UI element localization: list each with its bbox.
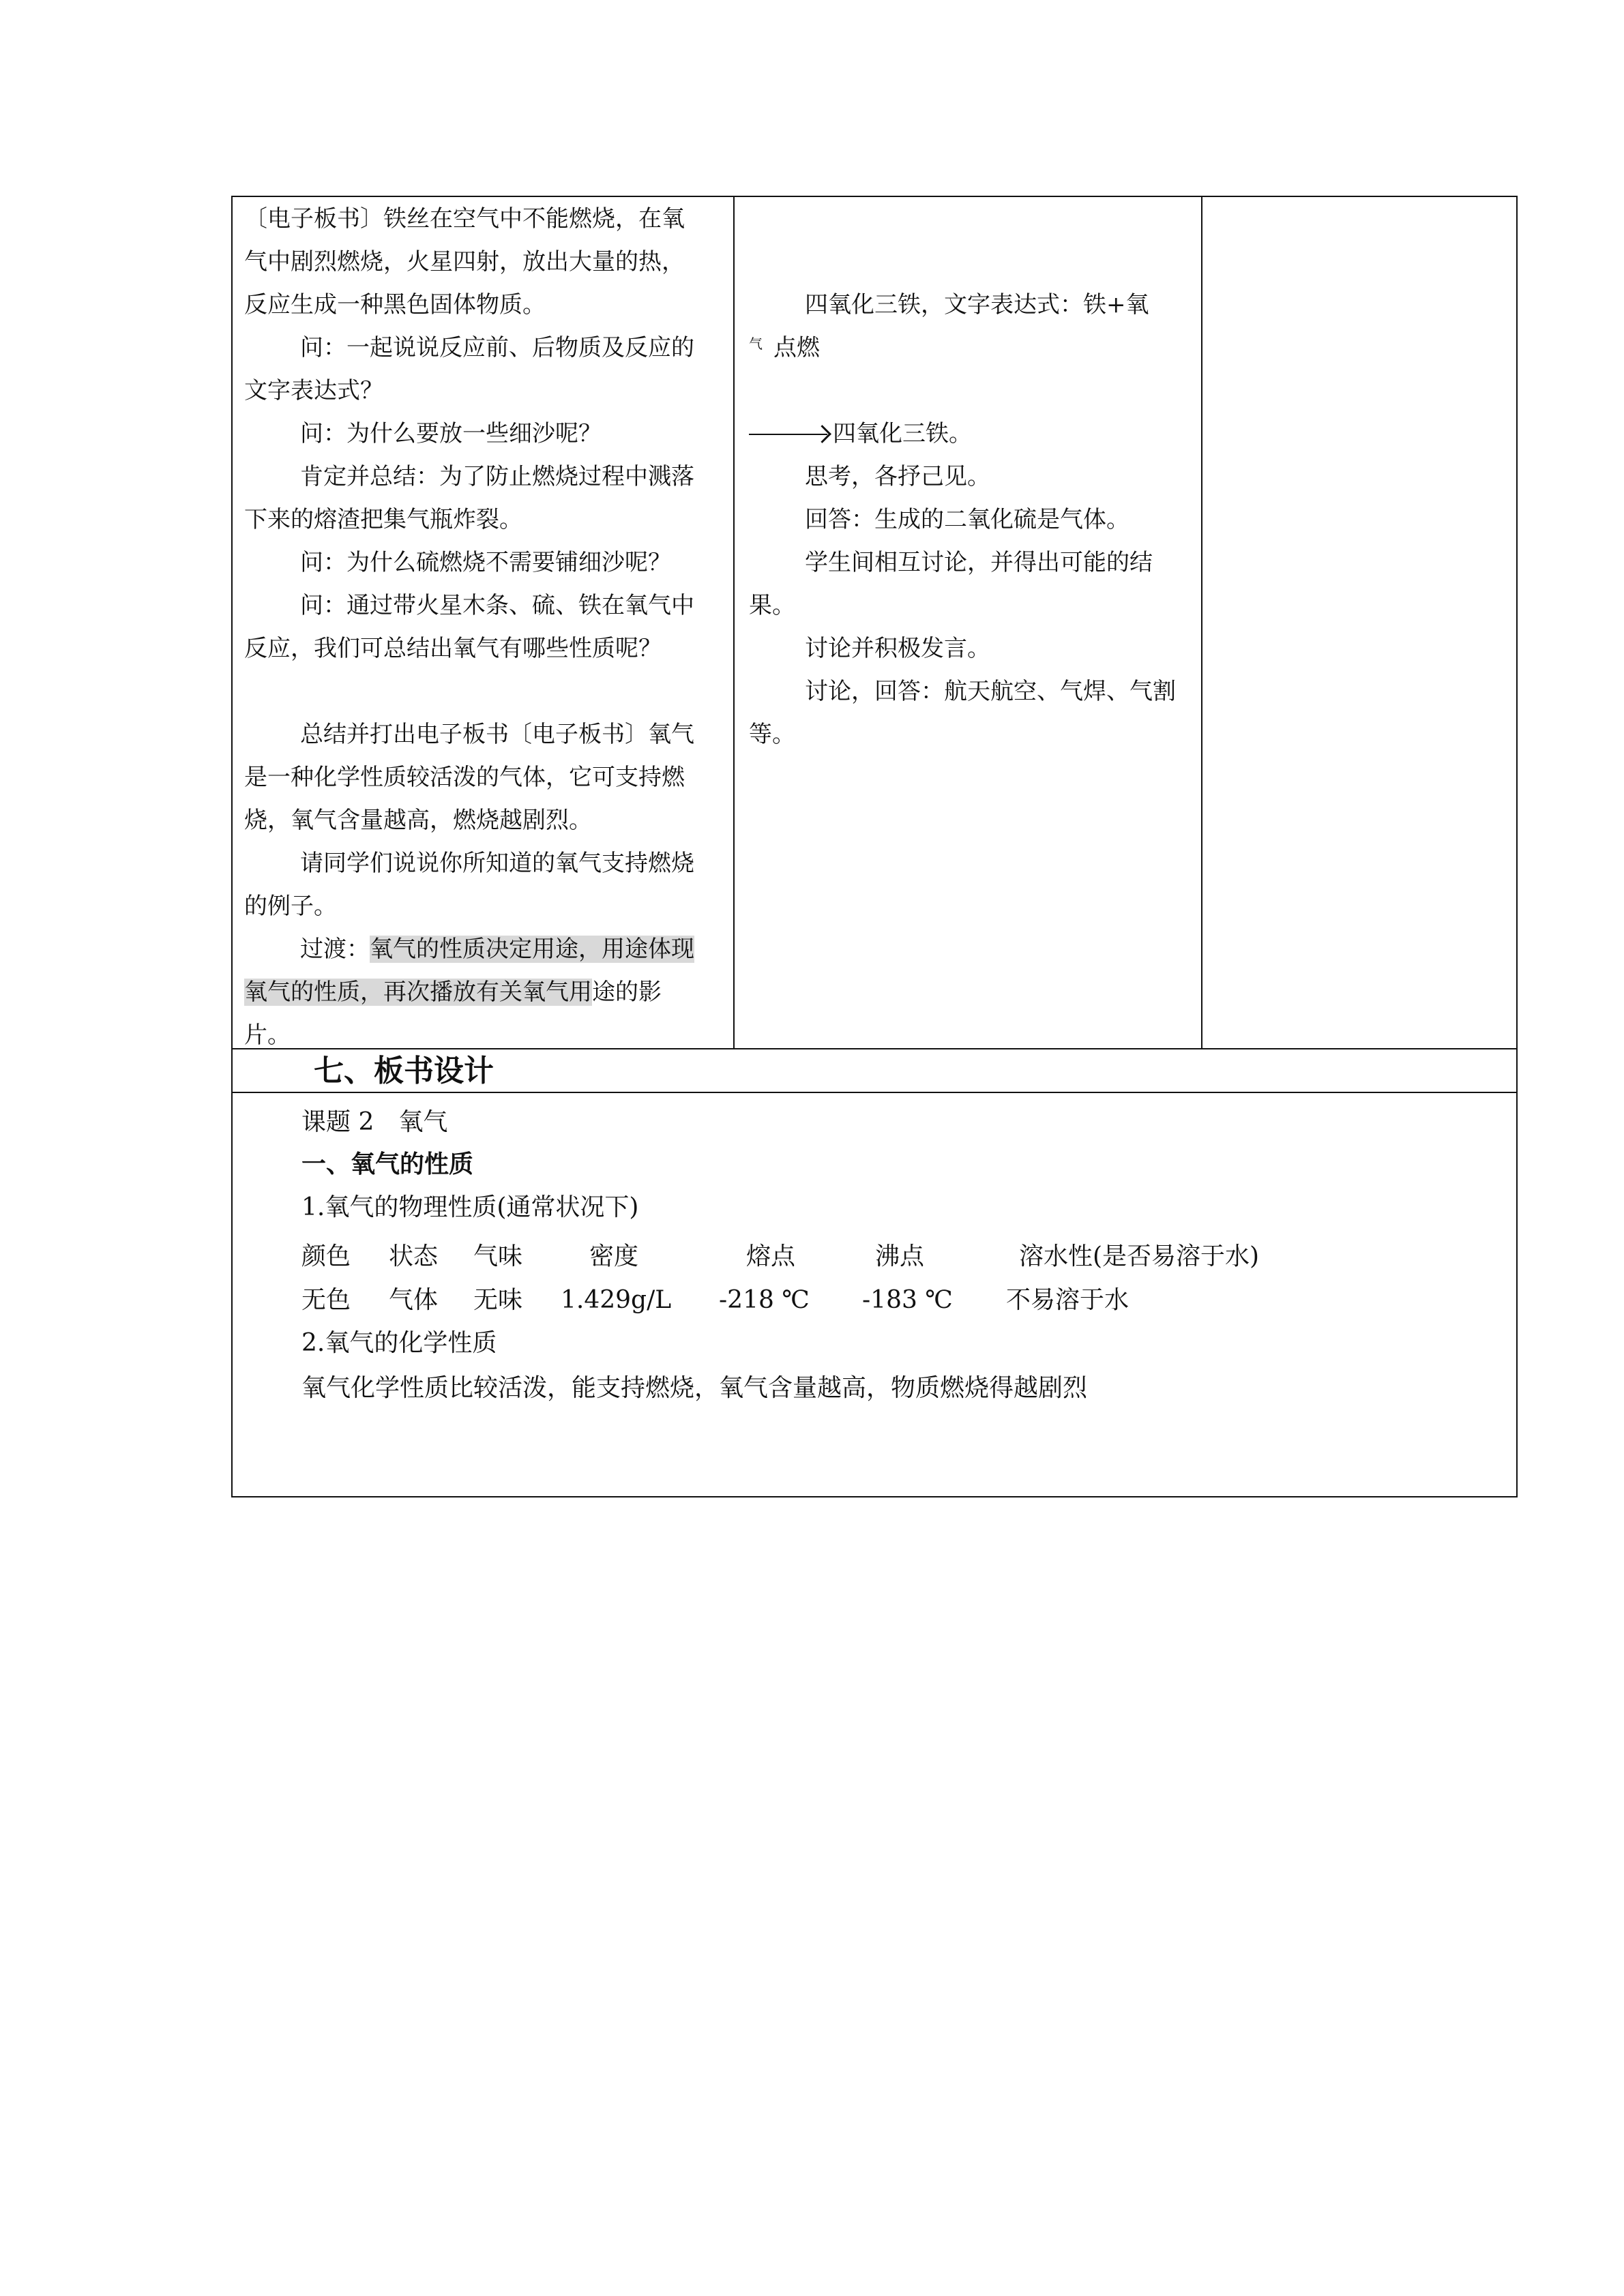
blank-line — [244, 670, 701, 713]
section-title: 七、板书设计 — [314, 1054, 494, 1088]
board-chemical-title: 2.氧气的化学性质 — [301, 1329, 497, 1357]
value-boiling-point: -183 ℃ — [862, 1286, 953, 1314]
equation-line-1: 四氧化三铁，文字表达式：铁+氧 — [805, 291, 1149, 318]
paragraph-transition — [244, 928, 701, 1057]
student-speak: 讨论并积极发言。 — [805, 635, 990, 662]
value-melting-point: -218 ℃ — [719, 1286, 810, 1314]
paragraph-question-expression: 问：一起说说反应前、后物质及反应的文字表达式？ — [244, 334, 694, 404]
student-think: 思考，各抒己见。 — [805, 463, 990, 490]
header-color: 颜色 — [301, 1242, 351, 1270]
reaction-arrow-icon — [749, 434, 827, 435]
student-answer-so2: 回答：生成的二氧化硫是气体。 — [805, 506, 1130, 533]
student-activity-cell — [749, 198, 1180, 756]
paragraph-question-sulfur: 问：为什么硫燃烧不需要铺细沙呢？ — [300, 549, 671, 576]
board-summary: 氧气化学性质比较活泼，能支持燃烧，氧气含量越高，物质燃烧得越剧烈 — [301, 1374, 1088, 1402]
value-odor: 无味 — [473, 1286, 523, 1314]
value-color: 无色 — [301, 1286, 351, 1314]
header-density: 密度 — [589, 1242, 639, 1270]
header-melting-point: 熔点 — [746, 1242, 796, 1270]
header-odor: 气味 — [473, 1242, 523, 1270]
board-topic: 课题 2 氧气 — [301, 1108, 448, 1136]
column-divider-1 — [733, 196, 735, 1049]
header-state: 状态 — [389, 1242, 439, 1270]
value-solubility: 不易溶于水 — [1006, 1286, 1130, 1314]
reaction-condition: 点燃 — [773, 334, 820, 361]
student-discussion: 学生间相互讨论，并得出可能的结果。 — [749, 549, 1153, 619]
paragraph-summary-sand: 肯定并总结：为了防止燃烧过程中溅落下来的熔渣把集气瓶炸裂。 — [244, 463, 694, 533]
header-solubility: 溶水性(是否易溶于水) — [1019, 1242, 1260, 1270]
transition-suffix: 途的影片。 — [244, 979, 662, 1049]
reaction-product: 四氧化三铁。 — [833, 420, 972, 447]
paragraph-board-oxygen: 总结并打出电子板书〔电子板书〕氧气是一种化学性质较活泼的气体，它可支持燃烧，氧气含量越高，燃烧越剧烈。 — [244, 721, 694, 834]
paragraph-examples: 请同学们说说你所知道的氧气支持燃烧的例子。 — [244, 850, 694, 920]
paragraph-question-sand: 问：为什么要放一些细沙呢？ — [300, 420, 602, 447]
board-heading: 一、氧气的性质 — [301, 1150, 474, 1178]
paragraph-question-properties: 问：通过带火星木条、硫、铁在氧气中反应，我们可总结出氧气有哪些性质呢？ — [244, 592, 694, 662]
student-answer-uses: 讨论，回答：航天航空、气焊、气割等。 — [749, 678, 1176, 748]
transition-highlight: 氧气的性质决定用途，用途体现氧气的性质，再次播放有关氧气用 — [244, 936, 694, 1006]
board-physical-title: 1.氧气的物理性质(通常状况下) — [301, 1193, 639, 1221]
column-divider-2 — [1201, 196, 1202, 1049]
header-boiling-point: 沸点 — [875, 1242, 925, 1270]
equation-gas-fragment: 气 — [749, 336, 763, 352]
paragraph-board-iron: 〔电子板书〕铁丝在空气中不能燃烧，在氧气中剧烈燃烧，火星四射，放出大量的热，反应生成一种黑色固体物质。 — [244, 205, 685, 318]
teacher-activity-cell — [244, 198, 701, 1057]
blank-top — [749, 198, 1180, 284]
blank-line-2 — [749, 370, 1180, 413]
equation-line-2 — [749, 327, 1180, 370]
value-density: 1.429g/L — [561, 1286, 672, 1314]
reaction-arrow-row — [749, 413, 1180, 456]
value-state: 气体 — [389, 1286, 439, 1314]
transition-prefix: 过渡： — [300, 936, 370, 963]
